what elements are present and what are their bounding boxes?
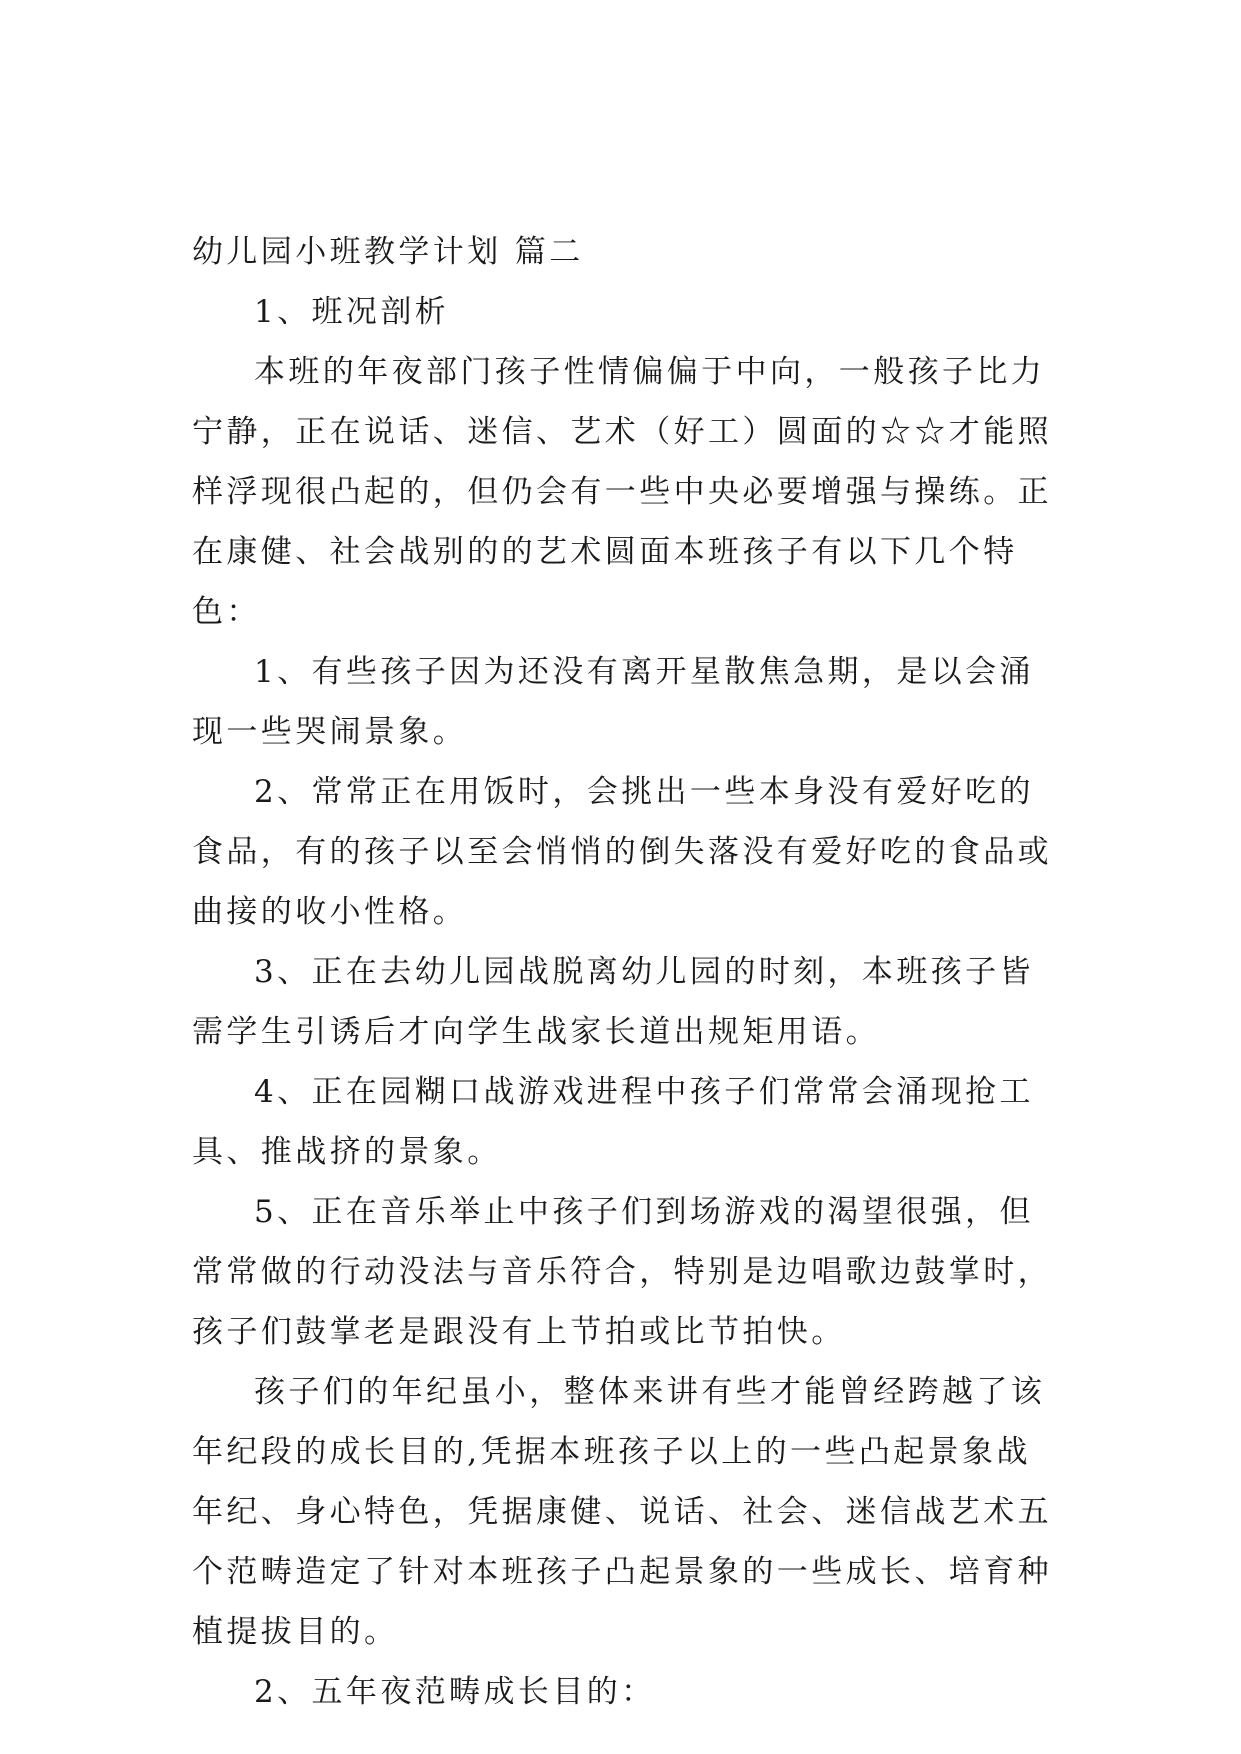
paragraph-summary: 孩子们的年纪虽小，整体来讲有些才能曾经跨越了该年纪段的成长目的,凭据本班孩子以上的一些凸起景象战年纪、身心特色，凭据康健、说话、社会、迷信战艺术五个范畴造定了针对本班孩子凸起景象的一些成长、培育种植提拔目的。 [192, 1374, 1052, 1650]
paragraph-class-overview: 本班的年夜部门孩子性情偏偏于中向，一般孩子比力宁静，正在说话、迷信、艺术（好工）圆面的☆☆才能照样浮现很凸起的，但仍会有一些中央必要增强与操练。正在康健、社会战别的的艺术圆面本班孩子有以下几个特色： [192, 354, 1052, 630]
list-item-2: 2、常常正在用饭时，会挑出一些本身没有爱好吃的食品，有的孩子以至会悄悄的倒失落没有爱好吃的食品或曲接的收小性格。 [192, 774, 1052, 930]
document-body [192, 222, 1052, 1722]
section-heading-goals: 2、五年夜范畴成长目的： [254, 1674, 656, 1710]
list-item-3: 3、正在去幼儿园战脱离幼儿园的时刻，本班孩子皆需学生引诱后才向学生战家长道出规矩用语。 [192, 954, 1034, 1050]
section-heading-class-analysis: 1、班况剖析 [254, 294, 450, 330]
list-item-1: 1、有些孩子因为还没有离开星散焦急期，是以会涌现一些哭闹景象。 [192, 654, 1034, 750]
list-item-4: 4、正在园糊口战游戏进程中孩子们常常会涌现抢工具、推战挤的景象。 [192, 1074, 1034, 1170]
document-title: 幼儿园小班教学计划 篇二 [192, 234, 584, 270]
list-item-5: 5、正在音乐举止中孩子们到场游戏的渴望很强，但常常做的行动没法与音乐符合，特别是边唱歌边鼓掌时，孩子们鼓掌老是跟没有上节拍或比节拍快。 [192, 1194, 1052, 1350]
